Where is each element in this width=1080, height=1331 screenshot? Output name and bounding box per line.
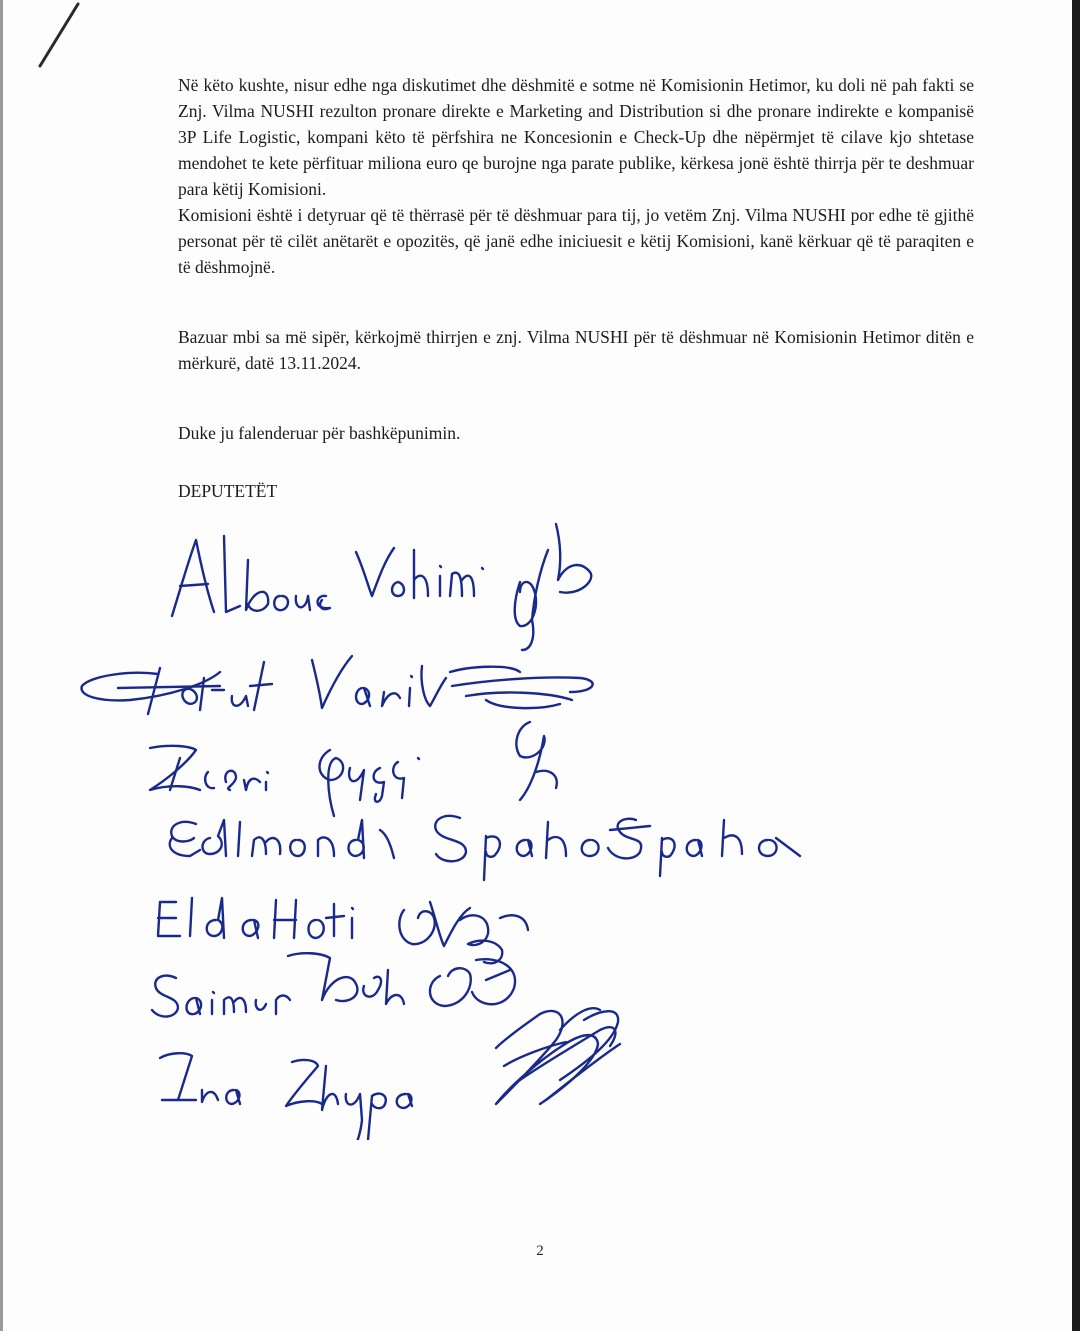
body-paragraph: Komisioni është i detyruar që të thërrasë për të dëshmuar para tij, jo vetëm Znj. Vilma NUSHI por edhe të gjithë personat për të cilët anëtarët e opozitës, që janë edhe iniciuesit e këtij Komisioni, kanë kërkuar që të paraqiten e të dëshmojnë. bbox=[178, 205, 974, 277]
signature-saimir-korreshi bbox=[152, 953, 515, 1016]
page-corner-fold bbox=[0, 0, 90, 70]
request-paragraph: Bazuar mbi sa më sipër, kërkojmë thirrjen e znj. Vilma NUSHI për të dëshmuar në Komisionin Hetimor ditën e mërkurë, datë 13.11.2024. bbox=[178, 327, 974, 373]
signature-edmond-spaho bbox=[170, 816, 800, 880]
signatories-heading: DEPUTETËT bbox=[178, 481, 278, 501]
signature-albana-vokshi bbox=[172, 524, 591, 650]
handwritten-signatures bbox=[0, 500, 1080, 1140]
signature-flutura-vasili bbox=[82, 656, 593, 714]
signature-elda-hoti bbox=[158, 898, 528, 963]
signature-jorida-gjergji bbox=[150, 722, 557, 816]
signature-ina-zhupa bbox=[160, 1008, 620, 1140]
page-number: 2 bbox=[536, 1243, 544, 1259]
body-text bbox=[178, 72, 974, 280]
body-paragraph: Në këto kushte, nisur edhe nga diskutimet dhe dëshmitë e sotme në Komisionin Hetimor, ku doli në pah fakti se Znj. Vilma NUSHI rezulton pronare direkte e Marketing and Distribution si dhe pronare indirekte e kompanisë 3P Life Logistic, kompani këto të përfshira ne Koncesionin e Check-Up dhe nëpërmjet të cilave kjo shtetase mendohet te kete përfituar miliona euro qe burojne nga parate publike, kërkesa jonë është thirrja për te deshmuar para këtij Komisioni. bbox=[178, 75, 974, 199]
closing-line: Duke ju falenderuar për bashkëpunimin. bbox=[178, 423, 461, 443]
